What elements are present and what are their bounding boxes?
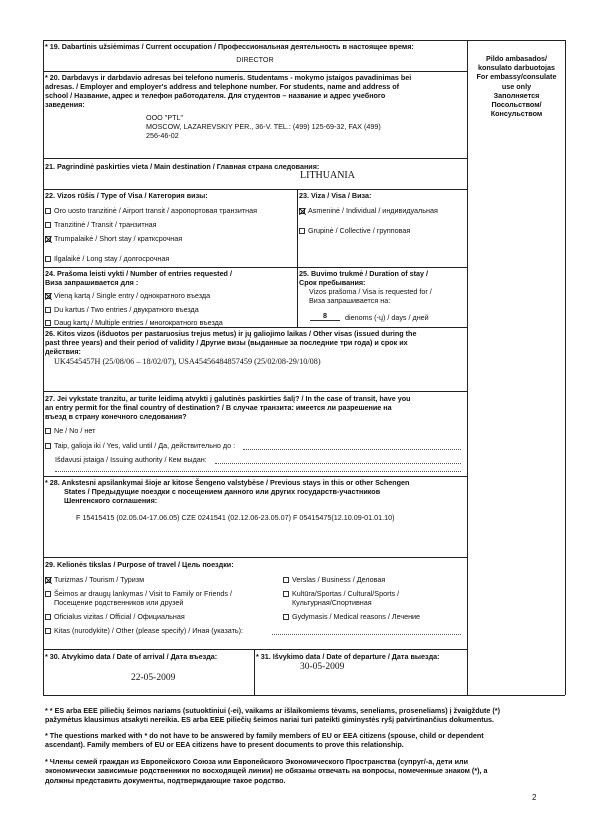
q23-option-label: Asmeninė / Individual / индивидуальная: [308, 206, 438, 215]
q23-option-label: Grupinė / Collective / групповая: [308, 226, 411, 235]
q29-option-label-line2: Культурная/Спортивная: [292, 598, 372, 607]
q22-option-label: Ilgalaikė / Long stay / долгосрочная: [54, 254, 170, 263]
q23-label: 23. Viza / Visa / Виза:: [299, 191, 372, 200]
q29-option-label: Kultūra/Sportas / Cultural/Sports /: [292, 589, 400, 598]
q30-label: * 30. Atvykimo data / Date of arrival / Дата въезда:: [45, 652, 218, 661]
q25-label: [299, 269, 428, 287]
q29-option-label: Kitas (nurodykite) / Other (please specify) / Иная (указать):: [54, 626, 244, 635]
q20-label: [45, 73, 465, 109]
official-use-line: konsulato darbuotojas: [477, 63, 556, 73]
checkbox-icon[interactable]: [283, 591, 289, 597]
q20-employer-value[interactable]: [146, 113, 464, 140]
q22-option-airport-transit[interactable]: [45, 206, 257, 215]
q27-option-yes[interactable]: [45, 441, 235, 450]
divider-21-22: [43, 189, 467, 190]
q29-option-medical[interactable]: [283, 612, 420, 621]
checked-checkbox-icon[interactable]: [45, 577, 51, 583]
q29-option-business[interactable]: [283, 575, 385, 584]
q25-text-line: Vizos prašoma / Visa is requested for /: [309, 287, 432, 296]
q22-option-transit[interactable]: [45, 220, 157, 229]
checkbox-icon[interactable]: [45, 307, 51, 313]
footnote-russian: [45, 757, 565, 785]
q29-option-label: Gydymasis / Medical reasons / Лечение: [292, 612, 421, 621]
q24-label-line: 24. Prašoma leisti vykti / Number of entries requested /: [45, 269, 232, 278]
checkbox-icon[interactable]: [45, 443, 51, 449]
checkbox-icon[interactable]: [45, 256, 51, 262]
q24-option-multiple-entries[interactable]: [45, 318, 223, 327]
q27-valid-until-field[interactable]: [243, 449, 461, 450]
footnote-line: * Члены семей граждан из Европейского Союза или Европейского Экономического Пространства (супруг/-а, дети или: [45, 757, 468, 766]
q20-employer-address: MOSCOW, LAZAREVSKIY PER., 36-V. TEL.: (499) 125-69-32, FAX (499): [146, 122, 381, 131]
q24-option-label: Daug kartų / Multiple entries / многократного въезда: [54, 318, 223, 327]
divider-26-27: [43, 391, 467, 392]
q27-option-label: Taip, galioja iki / Yes, valid until / Да, действительно до :: [54, 441, 236, 450]
q29-option-cultural-sports[interactable]: [283, 589, 399, 607]
q22-option-long-stay[interactable]: [45, 254, 169, 263]
q20-employer-name: OOO "PTL": [146, 113, 184, 122]
q26-label-line: 26. Kitos vizos (išduotos per pastaruosius trejus metus) ir jų galiojimo laikas / Other visas (issued during the: [45, 329, 417, 338]
divider-28-29: [43, 557, 467, 558]
q27-authority-field-line2[interactable]: [55, 471, 461, 472]
page-number: 2: [532, 793, 537, 802]
q25-label-line: Срок пребывания:: [299, 278, 366, 287]
divider-30-31: [254, 649, 255, 695]
q25-text-line: Виза запрашивается на:: [309, 296, 391, 305]
q29-option-tourism[interactable]: [45, 575, 144, 584]
q27-label-line: въезд в страну конечного следования?: [45, 412, 187, 421]
footnote-line: * The questions marked with * do not have to be answered by family members of EU or EEA citizens (spouse, child or dependent: [45, 731, 484, 740]
q27-label-line: an entry permit for the final country of destination? / В случае транзита: имеется ли разрешение на: [45, 403, 392, 412]
footnote-english: [45, 731, 565, 750]
footnote-line: должны представить документы, подтверждающие такое родство.: [45, 775, 286, 785]
footnote-line: * * ES arba EEE piliečių šeimos nariams (sutuoktiniui (-ei), vaikams ar išlaikomiems tėvams, seneliams, proseneliams) į žvaigždute (*): [45, 706, 500, 715]
q27-option-no[interactable]: [45, 426, 95, 435]
divider-19-20: [43, 71, 467, 72]
checkbox-icon[interactable]: [299, 228, 305, 234]
checkbox-icon[interactable]: [283, 577, 289, 583]
q26-label: [45, 329, 465, 356]
q26-label-line: past three years) and their period of validity / Другие визы (выданные за последние три года) и срок их: [45, 338, 408, 347]
q24-option-two-entries[interactable]: [45, 305, 199, 314]
q27-option-label: Ne / No / нет: [54, 426, 96, 435]
q27-label: [45, 394, 465, 421]
form-top-border: [43, 40, 565, 41]
q24-option-label: Du kartus / Two entries / двукратного въезда: [54, 305, 199, 314]
official-column-right-border: [565, 40, 566, 695]
official-use-box: [468, 54, 565, 119]
divider-22-24: [43, 267, 467, 268]
q25-label-line: 25. Buvimo trukmė / Duration of stay /: [299, 269, 429, 278]
q25-days-suffix: dienoms (-ų) / days / дней: [345, 313, 429, 322]
checked-checkbox-icon[interactable]: [45, 236, 51, 242]
checkbox-icon[interactable]: [283, 614, 289, 620]
q29-option-label: Turizmas / Tourism / Туризм: [54, 575, 145, 584]
q26-label-line: действия:: [45, 347, 81, 356]
divider-20-21: [43, 158, 467, 159]
q31-label: * 31. Išvykimo data / Date of departure / Дата выезда:: [256, 652, 440, 661]
q22-option-label: Trumpalaikė / Short stay / кратксрочная: [54, 234, 183, 243]
q27-label-line: 27. Jei vykstate tranzitu, ar turite leidimą atvykti į galutinės paskirties šalį? / In the case of transit, have you: [45, 394, 411, 403]
checkbox-icon[interactable]: [45, 628, 51, 634]
q20-employer-phone: 256-46-02: [146, 131, 179, 140]
q29-option-other[interactable]: [45, 626, 243, 635]
q19-label: * 19. Dabartinis užsiėmimas / Current occupation / Профессиональная деятельность в настоящее время:: [45, 42, 414, 51]
q28-label-line: States / Предыдущие поездки с посещением данного или других государств-участников: [64, 487, 381, 496]
official-use-line: Посольством/: [491, 100, 542, 110]
q25-visa-requested-text: [309, 287, 432, 305]
checkbox-icon[interactable]: [45, 428, 51, 434]
checkbox-icon[interactable]: [45, 614, 51, 620]
q22-option-label: Oro uosto tranzitinė / Airport transit / аэропортовая транзитная: [54, 206, 257, 215]
q29-option-label-line2: Посещение родственников или друзей: [54, 598, 184, 607]
divider-29-30: [43, 649, 467, 650]
checkbox-icon[interactable]: [45, 320, 51, 326]
q22-option-label: Tranzitinė / Transit / транзитная: [54, 220, 157, 229]
q24-label-line: Виза запрашивается для :: [45, 278, 139, 287]
q28-label-line: Шенгенского соглашения:: [64, 496, 158, 505]
checkbox-icon[interactable]: [45, 591, 51, 597]
checkbox-icon[interactable]: [45, 222, 51, 228]
q23-option-collective[interactable]: [299, 226, 410, 235]
footnote-line: ascendant). Family members of EU or EEA citizens have to present documents to prove this relationship.: [45, 740, 404, 750]
q29-option-official[interactable]: [45, 612, 185, 621]
q21-destination-value[interactable]: LITHUANIA: [300, 170, 355, 181]
form-right-border: [467, 40, 468, 695]
q21-label: 21. Pagrindinė paskirties vieta / Main destination / Главная страна следования:: [45, 162, 320, 171]
official-use-line: Консульством: [490, 109, 543, 119]
divider-24-26: [43, 327, 467, 328]
q22-option-short-stay[interactable]: [45, 234, 182, 243]
official-use-line: Заполняется: [493, 90, 540, 100]
q28-previous-stays-value[interactable]: F 15415415 (02.05.04-17.06.05) CZE 0241541 (02.12.06-23.05.07) F 05415475(12.10.09-01.01.10): [76, 513, 395, 522]
q20-label-line: adresas. / Employer and employer's address and telephone number. For students, name and address of: [45, 82, 399, 91]
q30-arrival-date-value[interactable]: 22-05-2009: [131, 673, 176, 683]
q19-occupation-value[interactable]: DIRECTOR: [236, 55, 274, 64]
q29-option-label: Oficialus vizitas / Official / Официальная: [54, 612, 185, 621]
q24-label: [45, 269, 232, 287]
q29-option-label: Šeimos ar draugų lankymas / Visit to Family or Friends /: [54, 589, 233, 598]
q24-option-single-entry[interactable]: [45, 291, 210, 300]
q20-label-line: school / Название, адрес и телефон работодателя. Для студентов – название и адрес учебного: [45, 91, 386, 100]
q27-authority-label: Išdavusi įstaiga / Issuing authority / Кем выдан:: [55, 455, 207, 464]
q20-label-line: * 20. Darbdavys ir darbdavio adresas bei telefono numeris. Studentams - mokymo įstaigos pavadinimas bei: [45, 73, 412, 82]
q29-option-label: Verslas / Business / Деловая: [292, 575, 386, 584]
footnote-line: pažymėtus klausimus atsakyti nereikia. ES arba EEE piliečių šeimos nariai turi pateikti giminystės ryšį patvirtinančius dokumentus.: [45, 715, 494, 725]
checked-checkbox-icon[interactable]: [299, 208, 305, 214]
divider-22-23: [297, 189, 298, 327]
q29-option-family-visit[interactable]: [45, 589, 232, 607]
q31-departure-date-value[interactable]: 30-05-2009: [300, 662, 345, 672]
footnote-line: экономически зависимые родственники по восходящей линии) не обязаны отвечать на вопросы, помеченные знаком (*), а: [45, 766, 488, 776]
official-use-line: Pildo ambasados/: [485, 54, 548, 63]
q22-label: 22. Vizos rūšis / Type of Visa / Категория визы:: [45, 191, 208, 200]
q27-authority-field[interactable]: [215, 463, 461, 464]
divider-27-28: [43, 476, 467, 477]
q29-label: 29. Kelionės tikslas / Purpose of travel / Цель поездки:: [45, 560, 234, 569]
form-left-border: [43, 40, 44, 695]
q25-days-input[interactable]: 8: [310, 311, 340, 321]
q29-other-specify-field[interactable]: [272, 634, 461, 635]
official-use-line: use only: [501, 81, 532, 91]
official-use-line: For embassy/consulate: [476, 72, 557, 82]
footnote-lithuanian: [45, 706, 565, 725]
q23-option-individual[interactable]: [299, 206, 438, 215]
q24-option-label: Vieną kartą / Single entry / однократного въезда: [54, 291, 211, 300]
q28-label-line: * 28. Ankstesni apsilankymai šioje ar kitose Šengeno valstybėse / Previous stays in this or other Schengen: [45, 478, 410, 487]
form-bottom-border: [43, 695, 565, 696]
q26-other-visas-value[interactable]: UK4545457H (25/08/06 – 18/02/07), USA45456484857459 (25/02/08-29/10/08): [54, 357, 321, 366]
checked-checkbox-icon[interactable]: [45, 293, 51, 299]
q28-label: [45, 478, 465, 505]
q20-label-line: заведения:: [45, 100, 85, 109]
checkbox-icon[interactable]: [45, 208, 51, 214]
